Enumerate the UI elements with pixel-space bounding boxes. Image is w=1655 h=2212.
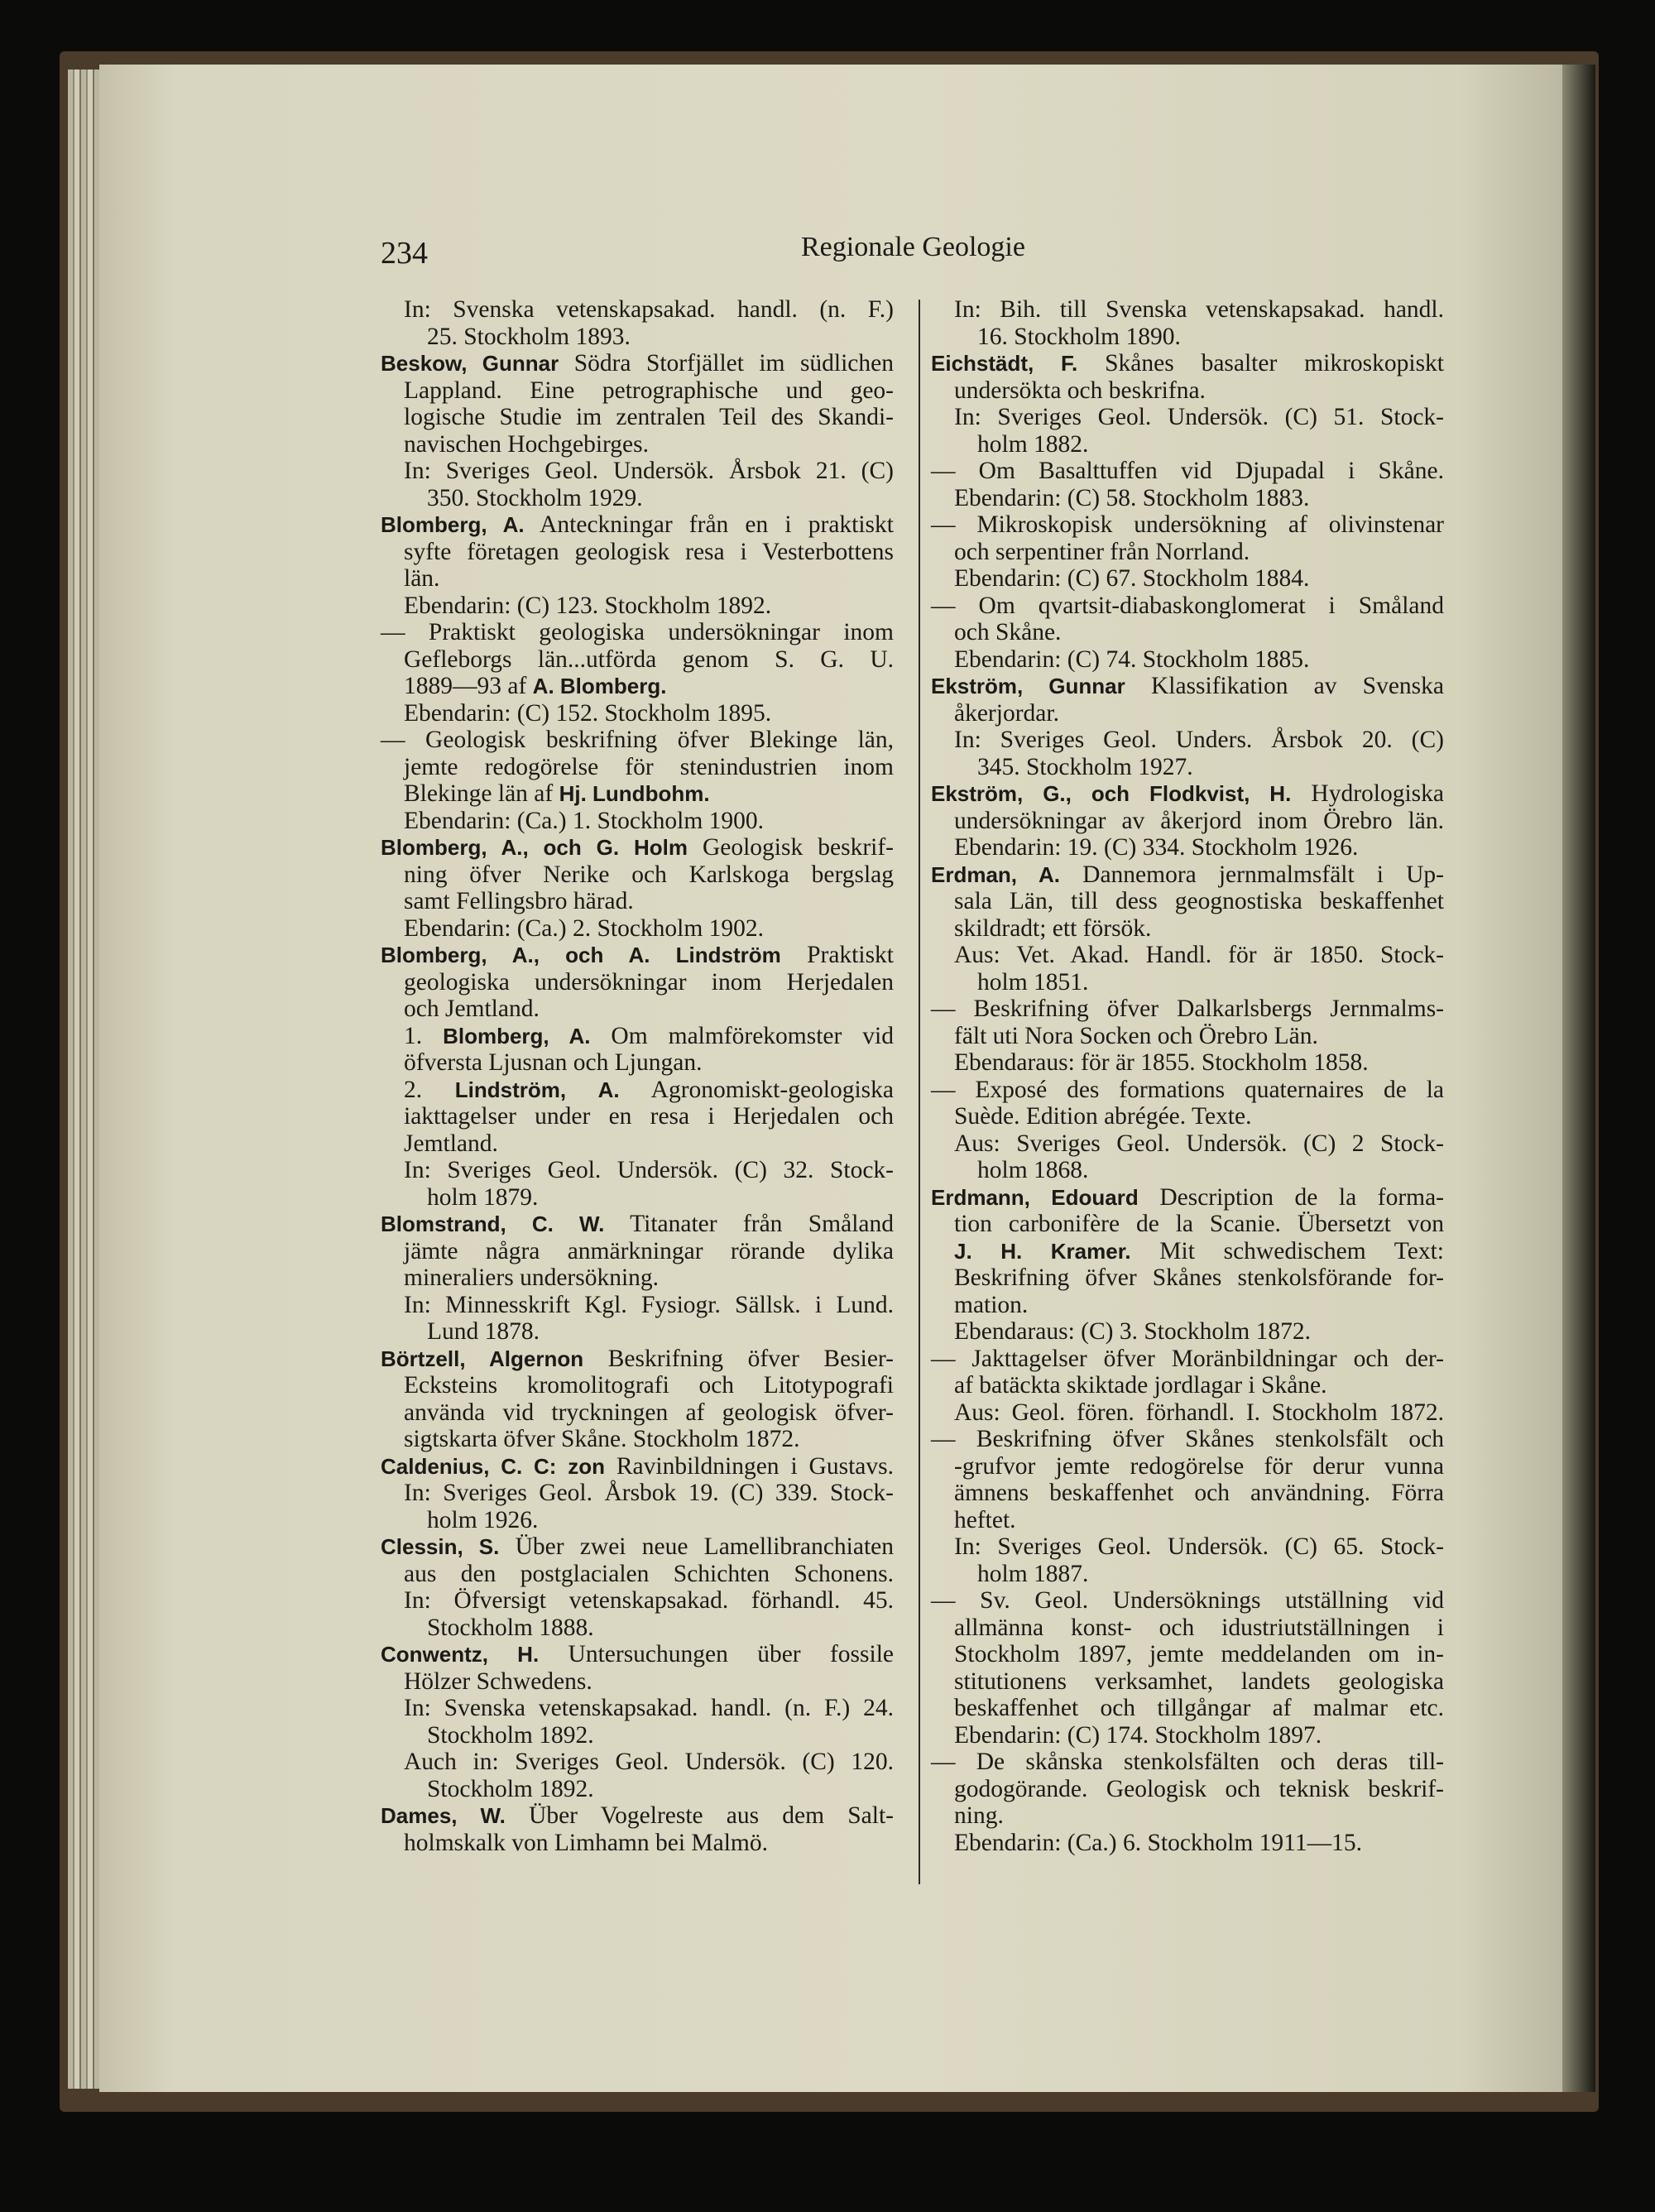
entry-text: In: Minnesskrift Kgl. Fysiogr. Sällsk. i Lund. [404,1291,894,1318]
entry-line [931,1130,1444,1158]
entry-text: Ebendarin: (C) 67. Stockholm 1884. [954,565,1310,592]
entry-text: 16. Stockholm 1890. [977,323,1181,350]
entry-text: jemte redogörelse för stenindustrien inom [404,753,894,780]
gutter-shadow [1562,65,1595,2092]
entry-author: Blomstrand, C. W. [381,1212,605,1236]
entry-line [381,296,894,324]
entry-line [381,996,894,1023]
entry-text: Stockholm 1888. [427,1614,594,1641]
entry-text: Dannemora jernmalmsfält i Up- [1060,861,1444,888]
entry-line [381,1346,894,1373]
entry-line [381,1292,894,1319]
entry-line [381,1802,894,1830]
entry-line [381,377,894,405]
entry-line [931,996,1444,1023]
entry-text: sala Län, till dess geognostiska beskaffenhet [954,888,1444,914]
entry-line [381,754,894,781]
entry-line [931,1615,1444,1642]
entry-author: Erdman, A. [931,861,1061,887]
entry-author: Caldenius, C. C: zon [381,1453,605,1479]
entry-line [381,1157,894,1184]
entry-text: In: Svenska vetenskapsakad. handl. (n. F.) 24. [404,1695,894,1721]
entry-line [931,1157,1444,1184]
entry-text: undersökningar av åkerjord inom Örebro län. [954,807,1444,834]
entry-text: Anteckningar från en i praktiskt [524,511,894,538]
entry-text: Om malmförekomster vid [590,1022,894,1049]
entry-line [381,1776,894,1803]
entry-line [381,888,894,915]
entry-line [381,834,894,861]
entry-text: In: Sveriges Geol. Unders. Årsbok 20. (C) [954,727,1444,753]
entry-line [931,1023,1444,1050]
entry-text: använda vid tryckningen af geologisk öfver- [404,1399,894,1426]
entry-line [381,861,894,889]
entry-text: aus den postglacialen Schichten Schonens. [404,1560,894,1587]
entry-text: -grufvor jemte redogörelse för derur vunna [954,1452,1444,1480]
entry-line [381,1587,894,1615]
entry-line [381,1722,894,1749]
entry-line [381,969,894,996]
column-rule [919,300,920,1884]
entry-line [381,1668,894,1696]
entry-line [931,1668,1444,1696]
entry-line [931,377,1444,405]
entry-text: — De skånska stenkolsfälten och deras till- [931,1749,1444,1775]
entry-text: Jemtland. [404,1130,498,1157]
entry-text: navischen Hochgebirges. [404,430,650,458]
entry-line [381,619,894,646]
entry-text: Ravinbildningen i Gustavs. [604,1452,894,1480]
entry-line [381,942,894,969]
entry-text: Untersuchungen über fossile [539,1641,894,1667]
entry-text: 345. Stockholm 1927. [977,753,1193,780]
entry-author: Ekström, G., och Flodkvist, H. [931,781,1292,806]
entry-line [381,1130,894,1158]
entry-text: Praktiskt [780,942,894,968]
entry-text: syfte företagen geologisk resa i Vesterbottens [404,538,894,565]
entry-line [931,1507,1444,1534]
entry-text: — Sv. Geol. Undersöknings utställning vid [931,1587,1444,1614]
entry-text: Södra Storfjället im südlichen [559,350,894,377]
entry-author: Clessin, S. [381,1534,500,1559]
entry-line [931,296,1444,324]
entry-author: Dames, W. [381,1803,506,1828]
entry-text: Blekinge län af [404,780,559,807]
entry-text: holmskalk von Limhamn bei Malmö. [404,1829,768,1856]
entry-text: ning. [954,1802,1004,1829]
entry-line [931,1587,1444,1615]
entry-line [381,485,894,512]
entry-line [931,1399,1444,1427]
entry-line [931,431,1444,458]
entry-text: Aus: Geol. fören. förhandl. I. Stockholm 1872. [954,1399,1444,1426]
entry-text: af batäckta skiktade jordlagar i Skåne. [954,1372,1327,1399]
right-column [931,296,1444,1856]
entry-text: Suède. Edition abrégée. Texte. [954,1103,1252,1130]
entry-text: In: Sveriges Geol. Undersök. (C) 32. Stock- [404,1157,894,1183]
entry-line [381,1049,894,1077]
entry-line [931,700,1444,727]
entry-text: Ebendarin: (C) 174. Stockholm 1897. [954,1721,1322,1749]
entry-text: Agronomiskt-geologiska [619,1076,895,1103]
entry-text: holm 1868. [977,1157,1089,1183]
entry-line [931,1264,1444,1292]
entry-text: Beskrifning öfver Besier- [583,1345,894,1372]
entry-text: tion carbonifère de la Scanie. Übersetzt von [954,1211,1444,1237]
entry-text: holm 1887. [977,1560,1089,1587]
entry-line [381,1103,894,1130]
entry-text: — Mikroskopisk undersökning af olivinstenar [931,511,1444,538]
entry-text: In: Sveriges Geol. Undersök. (C) 51. Stock- [954,404,1444,430]
entry-line [381,1211,894,1238]
page-number: 234 [381,236,428,271]
entry-text: holm 1851. [977,968,1089,996]
entry-author: Eichstädt, F. [931,351,1078,376]
entry-line [381,350,894,377]
entry-line [381,1507,894,1534]
entry-author: Blomberg, A., och G. Holm [381,835,688,860]
entry-text: Ebendarin: (C) 123. Stockholm 1892. [404,592,772,619]
entry-text: — Beskrifning öfver Dalkarlsbergs Jernmalms- [931,996,1444,1022]
entry-text: Aus: Sveriges Geol. Undersök. (C) 2 Stock- [954,1130,1444,1157]
entry-line [931,1103,1444,1130]
entry-text: iakttagelser under en resa i Herjedalen och [404,1103,894,1130]
entry-text: ning öfver Nerike och Karlskoga bergslag [404,861,894,888]
entry-text: In: Svenska vetenskapsakad. handl. (n. F.) [404,296,894,323]
entry-text: Lund 1878. [427,1318,540,1345]
entry-line [931,324,1444,351]
running-head: Regionale Geologie [801,232,1025,262]
entry-text: In: Sveriges Geol. Undersök. (C) 65. Stock- [954,1533,1444,1560]
entry-text: logische Studie im zentralen Teil des Skandi- [404,404,894,430]
entry-line [931,1802,1444,1830]
entry-line [931,485,1444,512]
entry-line [381,404,894,431]
entry-line [381,1372,894,1399]
entry-author: Börtzell, Algernon [381,1346,584,1371]
entry-line [931,1695,1444,1722]
entry-line [381,1533,894,1561]
entry-text: stitutionens verksamhet, landets geologiska [954,1667,1444,1695]
entry-line [931,727,1444,754]
entry-line [931,1480,1444,1507]
entry-author: Blomberg, A. [443,1023,591,1048]
entry-text: Ecksteins kromolitografi och Litotypografi [404,1372,894,1399]
entry-text: Ebendarin: 19. (C) 334. Stockholm 1926. [954,834,1359,861]
entry-text: Ebendaraus: för är 1855. Stockholm 1858. [954,1049,1369,1076]
entry-text: Stockholm 1892. [427,1775,594,1802]
entry-line [931,1184,1444,1212]
entry-text: — Om Basalttuffen vid Djupadal i Skåne. [931,458,1444,484]
entry-line [931,1238,1444,1265]
entry-text: Ebendarin: (Ca.) 2. Stockholm 1902. [404,914,765,942]
entry-line [381,1641,894,1668]
entry-text: godogörande. Geologisk och teknisk beskrif- [954,1775,1444,1802]
entry-line [931,593,1444,620]
entry-line [931,1776,1444,1803]
entry-line [381,1480,894,1507]
entry-line [381,324,894,351]
entry-line [381,673,894,700]
entry-line [931,1346,1444,1373]
entry-line [381,1830,894,1857]
entry-line [381,646,894,674]
entry-text: Ebendarin: (C) 58. Stockholm 1883. [954,484,1310,511]
entry-line [931,673,1444,700]
entry-text: In: Öfversigt vetenskapsakad. förhandl. 45. [404,1587,894,1614]
entry-text: Mit schwedischem Text: [1130,1237,1444,1264]
entry-text: Lappland. Eine petrographische und geo- [404,377,894,404]
entry-text: och serpentiner från Norrland. [954,538,1250,565]
entry-text: Klassifikation av Svenska [1125,673,1444,699]
entry-line [931,942,1444,969]
entry-text: allmänna konst- och idustriutställningen i [954,1614,1444,1641]
entry-text: sigtskarta öfver Skåne. Stockholm 1872. [404,1426,800,1452]
entry-author: Blomberg, A., och A. Lindström [381,943,781,967]
entry-line [931,350,1444,377]
entry-line [931,619,1444,646]
entry-line [931,1641,1444,1668]
entry-text: In: Bih. till Svenska vetenskapsakad. handl. [954,296,1444,323]
entry-line [931,834,1444,861]
entry-text: 1889—93 af [404,673,533,699]
entry-author: Beskow, Gunnar [381,351,559,376]
entry-line [931,1453,1444,1480]
entry-line [931,1211,1444,1238]
entry-text: holm 1926. [427,1506,539,1533]
left-column [381,296,894,1856]
entry-text: beskaffenhet och tillgångar af malmar etc. [954,1695,1444,1721]
entry-line [931,1372,1444,1399]
entry-text: — Beskrifning öfver Skånes stenkolsfält och [931,1426,1444,1452]
entry-text: och Skåne. [954,619,1062,645]
entry-line [931,1318,1444,1346]
entry-line [381,727,894,754]
entry-line [931,1292,1444,1319]
entry-line [381,565,894,593]
entry-text: undersökta och beskrifna. [954,377,1206,404]
entry-author: Lindström, A. [454,1077,620,1102]
entry-text: Geologisk beskrif- [687,834,894,861]
entry-author: J. H. Kramer. [954,1238,1131,1264]
entry-text: — Om qvartsit-diabaskonglomerat i Småland [931,592,1444,619]
entry-line [381,1561,894,1588]
entry-line [931,565,1444,593]
entry-text: — Geologisk beskrifning öfver Blekinge län, [381,727,894,753]
entry-author: Hj. Lundbohm. [559,781,710,806]
entry-line [381,1184,894,1212]
entry-line [381,1695,894,1722]
entry-line [931,511,1444,539]
entry-line [381,593,894,620]
entry-line [931,646,1444,674]
entry-author: A. Blomberg. [532,674,667,698]
entry-line [931,404,1444,431]
entry-text: — Jakttagelser öfver Moränbildningar och der- [931,1345,1444,1372]
entry-line [381,1426,894,1453]
entry-text: holm 1882. [977,430,1089,458]
entry-line [931,1561,1444,1588]
entry-text: — Exposé des formations quaternaires de la [931,1076,1444,1103]
entry-text: 1. [404,1022,444,1049]
entry-author: Blomberg, A. [381,512,525,537]
entry-text: Ebendarin: (C) 152. Stockholm 1895. [404,699,772,727]
entry-text: Hydrologiska [1291,780,1445,807]
entry-line [381,780,894,808]
entry-text: mation. [954,1291,1029,1318]
entry-text: Beskrifning öfver Skånes stenkolsförande for- [954,1264,1444,1291]
entry-line [931,1077,1444,1104]
entry-text: In: Sveriges Geol. Undersök. Årsbok 21. (C) [404,458,894,484]
entry-text: In: Sveriges Geol. Årsbok 19. (C) 339. Stock- [404,1480,894,1506]
entry-text: Gefleborgs län...utförda genom S. G. U. [404,645,894,673]
entry-line [931,861,1444,889]
entry-text: Auch in: Sveriges Geol. Undersök. (C) 120. [404,1749,894,1775]
entry-line [931,780,1444,808]
entry-text: 2. [404,1076,455,1103]
entry-line [931,808,1444,835]
entry-text: och Jemtland. [404,996,540,1022]
entry-text: Ebendarin: (Ca.) 6. Stockholm 1911—15. [954,1829,1362,1856]
entry-text: Über zwei neue Lamellibranchiaten [499,1533,895,1560]
entry-line [381,1318,894,1346]
entry-line [381,915,894,943]
entry-line [381,511,894,539]
entry-text: 350. Stockholm 1929. [427,484,643,511]
entry-text: Aus: Vet. Akad. Handl. för är 1850. Stock- [954,942,1444,968]
entry-text: öfversta Ljusnan och Ljungan. [404,1049,703,1076]
entry-line [931,915,1444,943]
entry-text: Ebendarin: (C) 74. Stockholm 1885. [954,645,1310,673]
entry-text: skildradt; ett försök. [954,914,1152,942]
entry-line [381,700,894,727]
entry-line [931,1426,1444,1453]
entry-line [931,969,1444,996]
entry-line [381,431,894,458]
entry-line [931,1049,1444,1077]
entry-line [931,1749,1444,1776]
entry-text: holm 1879. [427,1183,539,1211]
entry-text: samt Fellingsbro härad. [404,888,634,914]
entry-author: Conwentz, H. [381,1642,540,1667]
entry-line [381,458,894,485]
entry-text: — Praktiskt geologiska undersökningar inom [381,619,894,645]
entry-line [931,1830,1444,1857]
entry-text: ämnens beskaffenhet och användning. Förra [954,1480,1444,1506]
entry-line [381,539,894,566]
entry-line [931,539,1444,566]
entry-line [931,1533,1444,1561]
entry-text: län. [404,565,440,592]
entry-line [381,1615,894,1642]
entry-line [381,808,894,835]
entry-text: Titanater från Småland [604,1211,894,1237]
entry-text: Stockholm 1897, jemte meddelanden om in- [954,1641,1444,1667]
entry-author: Ekström, Gunnar [931,674,1125,698]
entry-text: jämte några anmärkningar rörande dylika [404,1237,894,1264]
entry-line [381,1399,894,1427]
entry-line [381,1264,894,1292]
entry-text: 25. Stockholm 1893. [427,323,631,350]
page-header [381,232,1490,281]
entry-text: geologiska undersökningar inom Herjedalen [404,968,894,996]
entry-text: mineraliers undersökning. [404,1264,660,1291]
entry-author: Erdmann, Edouard [931,1184,1139,1210]
entry-text: heftet. [954,1506,1016,1533]
entry-line [381,1077,894,1104]
entry-text: Ebendarin: (Ca.) 1. Stockholm 1900. [404,807,765,834]
entry-text: Über Vogelreste aus dem Salt- [505,1802,894,1829]
entry-line [931,754,1444,781]
entry-text: Skånes basalter mikroskopiskt [1077,350,1444,377]
entry-line [381,1023,894,1050]
entry-line [381,1749,894,1776]
entry-text: Description de la forma- [1138,1183,1445,1211]
entry-line [931,458,1444,485]
entry-line [381,1453,894,1480]
entry-text: Stockholm 1892. [427,1721,594,1749]
entry-text: åkerjordar. [954,699,1059,727]
entry-line [931,1722,1444,1749]
entry-line [931,888,1444,915]
entry-text: Ebendaraus: (C) 3. Stockholm 1872. [954,1318,1311,1345]
entry-text: fält uti Nora Socken och Örebro Län. [954,1022,1318,1049]
entry-line [381,1238,894,1265]
entry-text: Hölzer Schwedens. [404,1667,592,1695]
